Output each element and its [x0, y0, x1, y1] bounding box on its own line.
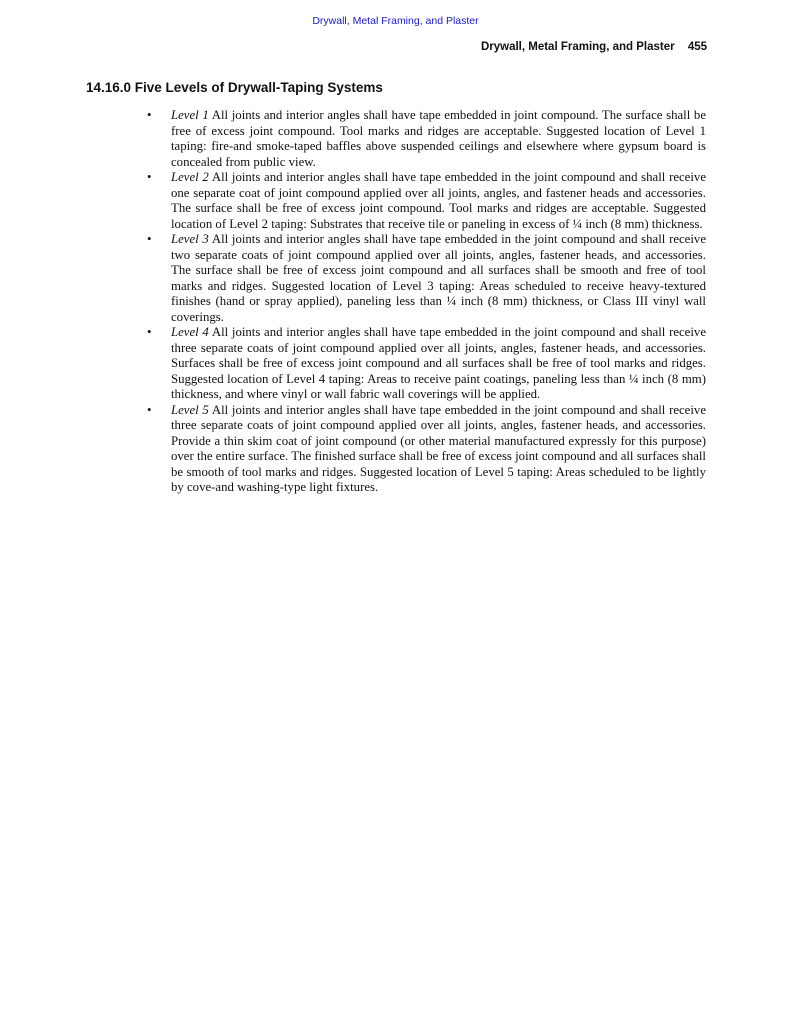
list-item-level-5 [147, 402, 706, 496]
running-header [481, 41, 707, 53]
bullet-icon: • [147, 402, 152, 417]
level-name: Level 3 [171, 232, 209, 246]
bullet-icon: • [147, 170, 152, 184]
level-description: All joints and interior angles shall have tape embedded in the joint compound and shall receive three separate coats of joint compound applied over all joints, angles, fastener heads, and accessories. Surfaces shall be free of excess joint compound and all surfaces shall be free of tool marks and ridges. Suggested location of Level 4 taping: Areas to receive paint coatings, paneling less than ¼ inch (8 mm) thickness, and where vinyl or wall fabric wall coverings will be applied. [171, 325, 706, 401]
list-item-level-4 [147, 325, 706, 403]
level-name: Level 5 [171, 402, 209, 417]
running-title: Drywall, Metal Framing, and Plaster [480, 41, 675, 53]
level-name: Level 1 [171, 108, 209, 122]
list-item-level-3 [147, 232, 706, 325]
header-link[interactable]: Drywall, Metal Framing, and Plaster [312, 15, 479, 27]
bullet-icon: • [147, 232, 152, 246]
level-description: All joints and interior angles shall have tape embedded in the joint compound and shall receive one separate coat of joint compound applied over all joints, angles, and fastener heads and accessories. The surface shall be free of excess joint compound. Tool marks and ridges are acceptable. Suggested location of Level 2 taping: Substrates that receive tile or paneling in excess of ¼ inch (8 mm) thickness. [171, 170, 706, 231]
level-name: Level 4 [171, 325, 209, 339]
bullet-icon: • [147, 108, 152, 122]
section-heading: 14.16.0 Five Levels of Drywall-Taping Systems [86, 80, 383, 95]
list-item-level-1 [147, 108, 706, 170]
level-description: All joints and interior angles shall have tape embedded in the joint compound and shall receive three separate coats of joint compound applied over all joints, angles, fastener heads, and accessories. Provide a thin skim coat of joint compound (or other material manufactured expressly for this purpose) over the entire surface. The finished surface shall be free of excess joint compound and all surfaces shall be smooth of tool marks and ridges. Suggested location of Level 5 taping: Areas scheduled to be lightly by cove-and washing-type light fixtures. [171, 402, 706, 494]
list-item-level-2 [147, 170, 706, 232]
bullet-icon: • [147, 325, 152, 339]
level-name: Level 2 [171, 170, 209, 184]
level-description: All joints and interior angles shall have tape embedded in joint compound. The surface shall be free of excess joint compound. Tool marks and ridges are acceptable. Suggested location of Level 1 taping: fire-and smoke-taped baffles above suspended ceilings and elsewhere where gypsum board is concealed from public view. [171, 108, 706, 169]
taping-levels-list [147, 108, 706, 496]
page-number: 455 [687, 41, 707, 53]
level-description: All joints and interior angles shall have tape embedded in the joint compound and shall receive two separate coats of joint compound applied over all joints, angles, fastener heads, and accessories. The surface shall be free of excess joint compound and all surfaces shall be smooth and free of tool marks and ridges. Suggested location of Level 3 taping: Areas scheduled to receive heavy-textured finishes (hand or spray applied), paneling less than ¼ inch (8 mm) thickness, or Class III vinyl wall coverings. [171, 232, 706, 324]
